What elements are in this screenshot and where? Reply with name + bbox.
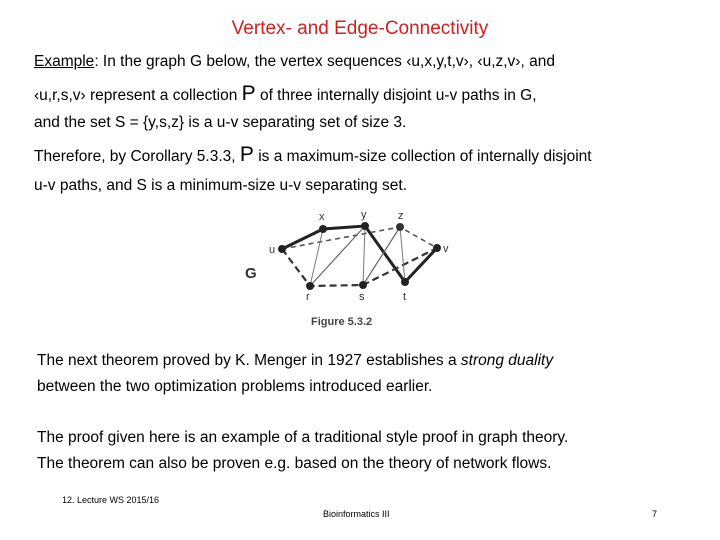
vertex-label-u: u [269, 244, 276, 256]
vertex-y [361, 222, 369, 230]
vertex-u [278, 245, 286, 253]
example-text-1: : In the graph G below, the vertex sequences ‹u,x,y,t,v›, ‹u,z,v›, and [94, 53, 555, 70]
footer-lecture: 12. Lecture WS 2015/16 [62, 495, 160, 505]
slide-title: Vertex- and Edge-Connectivity [231, 18, 489, 39]
paragraph-menger-text: The next theorem proved by K. Menger in 1927 establishes a [37, 352, 457, 369]
collection-symbol-p: P [241, 82, 256, 105]
vertex-v [433, 244, 441, 252]
conclusion-text-1b: is a maximum-size collection of internally disjoint [258, 148, 592, 165]
vertex-s [359, 281, 367, 289]
vertex-label-r: r [306, 291, 310, 303]
paragraph-menger [37, 348, 553, 400]
example-label: Example [34, 53, 95, 70]
vertex-z [396, 223, 404, 231]
paragraph-proof-line-2: The theorem can also be proven e.g. based on the theory of network flows. [37, 455, 552, 472]
figure-caption: Figure 5.3.2 [311, 316, 373, 328]
paragraph-menger-line-2: between the two optimization problems introduced earlier. [37, 378, 433, 395]
vertex-t [401, 278, 409, 286]
paragraph-menger-line-1 [37, 348, 553, 374]
vertex-label-y: y [361, 209, 367, 221]
vertex-x [319, 225, 327, 233]
example-text-2b: of three internally disjoint u-v paths in G, [259, 87, 537, 104]
vertex-label-v: v [443, 243, 449, 255]
example-line-2 [34, 84, 537, 106]
paragraph-proof [37, 425, 568, 477]
graph-label: G [245, 265, 257, 282]
footer-page-number: 7 [652, 509, 658, 519]
conclusion-line-2: u-v paths, and S is a minimum-size u-v separating set. [34, 177, 408, 194]
footer-course: Bioinformatics III [323, 509, 390, 519]
emphasis-strong-duality: strong duality [460, 352, 554, 369]
conclusion-text-1a: Therefore, by Corollary 5.3.3, [34, 148, 236, 165]
vertex-label-s: s [359, 291, 365, 303]
vertex-r [306, 282, 314, 290]
example-text-2a: ‹u,r,s,v› represent a collection [34, 87, 238, 104]
example-line-1 [34, 52, 555, 72]
vertex-label-t: t [403, 291, 407, 303]
collection-symbol-p-2: P [239, 143, 254, 166]
paragraph-proof-line-1: The proof given here is an example of a traditional style proof in graph theory. [37, 429, 569, 446]
vertex-label-z: z [398, 210, 404, 222]
vertex-label-x: x [319, 211, 325, 223]
graph-figure [205, 198, 490, 338]
conclusion-line-1 [34, 145, 592, 167]
example-line-3: and the set S = {y,s,z} is a u-v separating set of size 3. [34, 114, 407, 131]
